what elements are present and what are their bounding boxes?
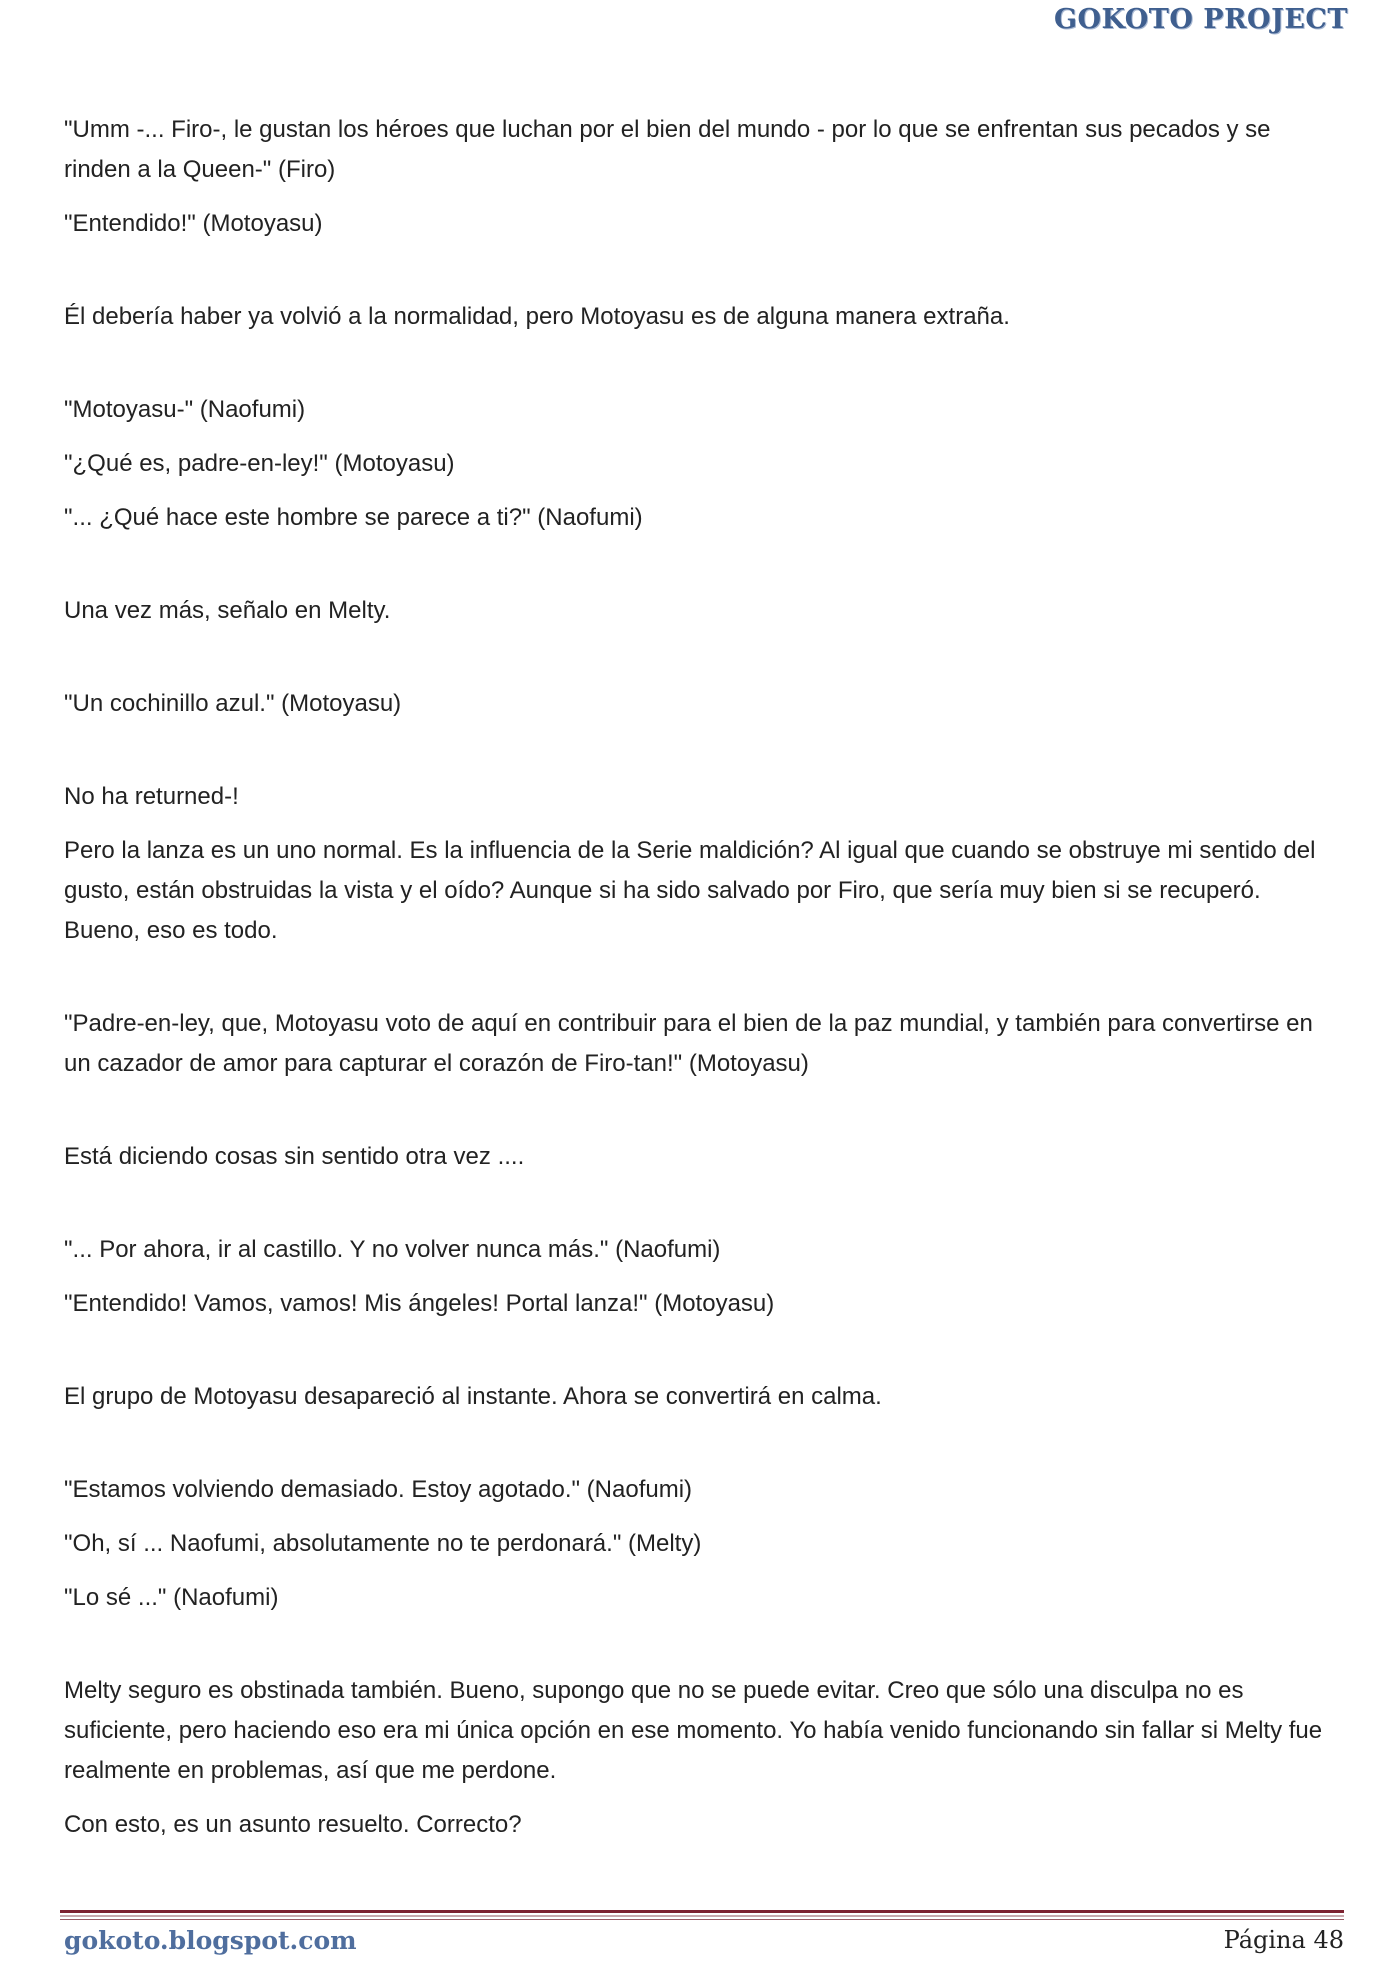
paragraph: "Padre-en-ley, que, Motoyasu voto de aquí en contribuir para el bien de la paz mundial, y también para convertirse en un cazador de amor para capturar el corazón de Firo-tan!" (Motoyasu) xyxy=(64,1010,1313,1077)
paragraph: "Entendido! Vamos, vamos! Mis ángeles! Portal lanza!" (Motoyasu) xyxy=(64,1290,775,1317)
paragraph: "Un cochinillo azul." (Motoyasu) xyxy=(64,690,402,717)
paragraph: Una vez más, señalo en Melty. xyxy=(64,597,391,624)
paragraph: "... Por ahora, ir al castillo. Y no volver nunca más." (Naofumi) xyxy=(64,1236,721,1263)
footer-site-link[interactable]: gokoto.blogspot.com xyxy=(64,1926,357,1955)
paragraph: "¿Qué es, padre-en-ley!" (Motoyasu) xyxy=(64,450,455,477)
paragraph: "... ¿Qué hace este hombre se parece a ti?" (Naofumi) xyxy=(64,504,643,531)
paragraph: "Lo sé ..." (Naofumi) xyxy=(64,1584,279,1611)
paragraph: Él debería haber ya volvió a la normalidad, pero Motoyasu es de alguna manera extraña. xyxy=(64,303,1010,330)
footer-divider xyxy=(60,1915,1344,1917)
paragraph: "Motoyasu-" (Naofumi) xyxy=(64,396,306,423)
paragraph: "Umm -... Firo-, le gustan los héroes que luchan por el bien del mundo - por lo que se enfrentan sus pecados y se rinden a la Queen-" (Firo) xyxy=(64,116,1271,183)
page-number: Página 48 xyxy=(1223,1926,1344,1954)
footer-divider xyxy=(60,1919,1344,1920)
document-body xyxy=(64,110,1336,1845)
paragraph: "Entendido!" (Motoyasu) xyxy=(64,210,323,237)
paragraph: "Estamos volviendo demasiado. Estoy agotado." (Naofumi) xyxy=(64,1476,693,1503)
footer-divider xyxy=(60,1910,1344,1913)
paragraph: Melty seguro es obstinada también. Bueno, supongo que no se puede evitar. Creo que sólo una disculpa no es suficiente, pero haciendo eso era mi única opción en ese momento. Yo había venido funcionando sin fallar si Melty fue realmente en problemas, así que me perdone. xyxy=(64,1677,1323,1784)
paragraph: El grupo de Motoyasu desapareció al instante. Ahora se convertirá en calma. xyxy=(64,1383,882,1410)
paragraph: Con esto, es un asunto resuelto. Correcto? xyxy=(64,1811,522,1838)
header-brand-logo: GOKOTO PROJECT xyxy=(1053,4,1348,35)
paragraph: No ha returned-! xyxy=(64,783,239,810)
paragraph: Pero la lanza es un uno normal. Es la influencia de la Serie maldición? Al igual que cuando se obstruye mi sentido del gusto, están obstruidas la vista y el oído? Aunque si ha sido salvado por Firo, que sería muy bien si se recuperó. Bueno, eso es todo. xyxy=(64,837,1316,944)
paragraph: "Oh, sí ... Naofumi, absolutamente no te perdonará." (Melty) xyxy=(64,1530,702,1557)
paragraph: Está diciendo cosas sin sentido otra vez .... xyxy=(64,1143,525,1170)
